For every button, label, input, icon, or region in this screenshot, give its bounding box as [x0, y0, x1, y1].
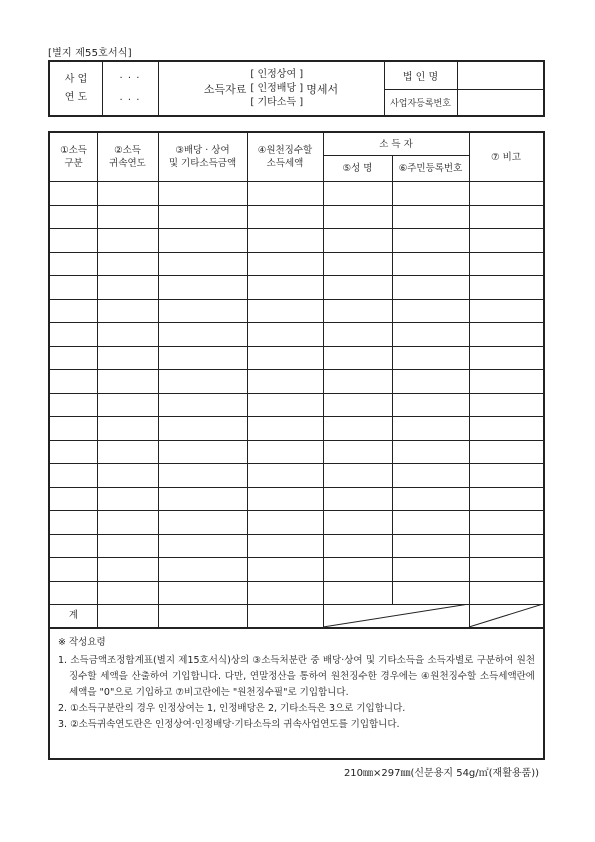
instructions-section: [48, 629, 545, 760]
table-row[interactable]: [50, 463, 543, 487]
kind-option-dividend[interactable]: [ 인정배당 ]: [250, 82, 304, 94]
instruction-item-3: 3. ②소득귀속연도란은 인정상여·인정배당·기타소득의 귀속사업연도를 기입합니다.: [58, 719, 400, 730]
income-kind-options: [250, 68, 303, 110]
table-row[interactable]: [50, 440, 543, 464]
title-prefix: 소득자료: [203, 82, 247, 96]
table-row[interactable]: [50, 346, 543, 370]
form-title: [158, 62, 384, 115]
table-row[interactable]: [50, 510, 543, 534]
table-row[interactable]: [50, 181, 543, 205]
income-detail-table: [48, 131, 545, 629]
corp-name-field[interactable]: [457, 62, 543, 89]
table-row[interactable]: [50, 299, 543, 323]
table-row[interactable]: [50, 275, 543, 299]
instructions-title: ※ 작성요령: [58, 637, 106, 648]
table-row[interactable]: [50, 205, 543, 229]
business-year-to[interactable]: · · ·: [119, 94, 141, 106]
instruction-item-2: 2. ①소득구분란의 경우 인정상여는 1, 인정배당은 2, 기타소득은 3으로 기입합니다.: [58, 703, 406, 714]
instruction-item-1: 1. 소득금액조정합계표(별지 제15호서식)상의 ③소득처분란 중 배당·상여 및 기타소득을 소득자별로 구분하여 원천징수할 세액을 산출하여 기입합니다. 다만, 연말정산을 통하여 원천징수한 경우에는 ④원천징수할 소득세액란에 세액을 "0"으로 기입하고 ⑦비고란에는 "원천징수필"로 기입합니다.: [58, 655, 535, 698]
table-row[interactable]: [50, 557, 543, 581]
table-row[interactable]: [50, 534, 543, 558]
kind-option-bonus[interactable]: [ 인정상여 ]: [250, 68, 304, 80]
total-row-diagonals: [323, 604, 543, 627]
table-row[interactable]: [50, 581, 543, 605]
table-row[interactable]: [50, 416, 543, 440]
col-resident-reg-no: ⑥주민등록번호: [398, 162, 463, 174]
col-withholding-tax: ④원천징수할 소득세액: [257, 145, 313, 169]
table-row[interactable]: [50, 322, 543, 346]
table-row[interactable]: [50, 487, 543, 511]
table-row[interactable]: [50, 252, 543, 276]
form-number-label: [별지 제55호서식]: [48, 48, 132, 59]
table-row[interactable]: [50, 393, 543, 417]
diagonal-remarks: [469, 604, 543, 627]
col-recipient-name: ⑤성 명: [342, 162, 373, 174]
kind-option-other[interactable]: [ 기타소득 ]: [250, 96, 304, 108]
business-year-label: 사 업 연 도: [64, 73, 88, 103]
biz-reg-no-field[interactable]: [457, 89, 543, 115]
col-remarks: ⑦ 비고: [491, 151, 521, 163]
paper-spec: 210㎜×297㎜(신문용지 54g/㎡(재활용품)): [343, 768, 539, 779]
table-row[interactable]: [50, 369, 543, 393]
col-group-recipient: 소 득 자: [379, 138, 413, 150]
business-year-from[interactable]: · · ·: [119, 72, 141, 84]
col-attribution-year: ②소득 귀속연도: [109, 145, 146, 169]
diagonal-recipient: [323, 604, 469, 627]
table-row[interactable]: [50, 228, 543, 252]
form-header: [48, 60, 545, 117]
row-divider: [50, 604, 543, 605]
biz-reg-no-label: 사업자등록번호: [390, 98, 451, 109]
title-suffix: 명세서: [306, 82, 339, 96]
corp-name-label: 법 인 명: [402, 72, 439, 83]
col-income-type: ①소득 구분: [60, 145, 87, 169]
total-row-label: 계: [68, 610, 79, 621]
recipient-subheader-divider: [323, 155, 469, 156]
col-income-amount: ③배당 · 상여 및 기타소득금액: [168, 145, 237, 169]
